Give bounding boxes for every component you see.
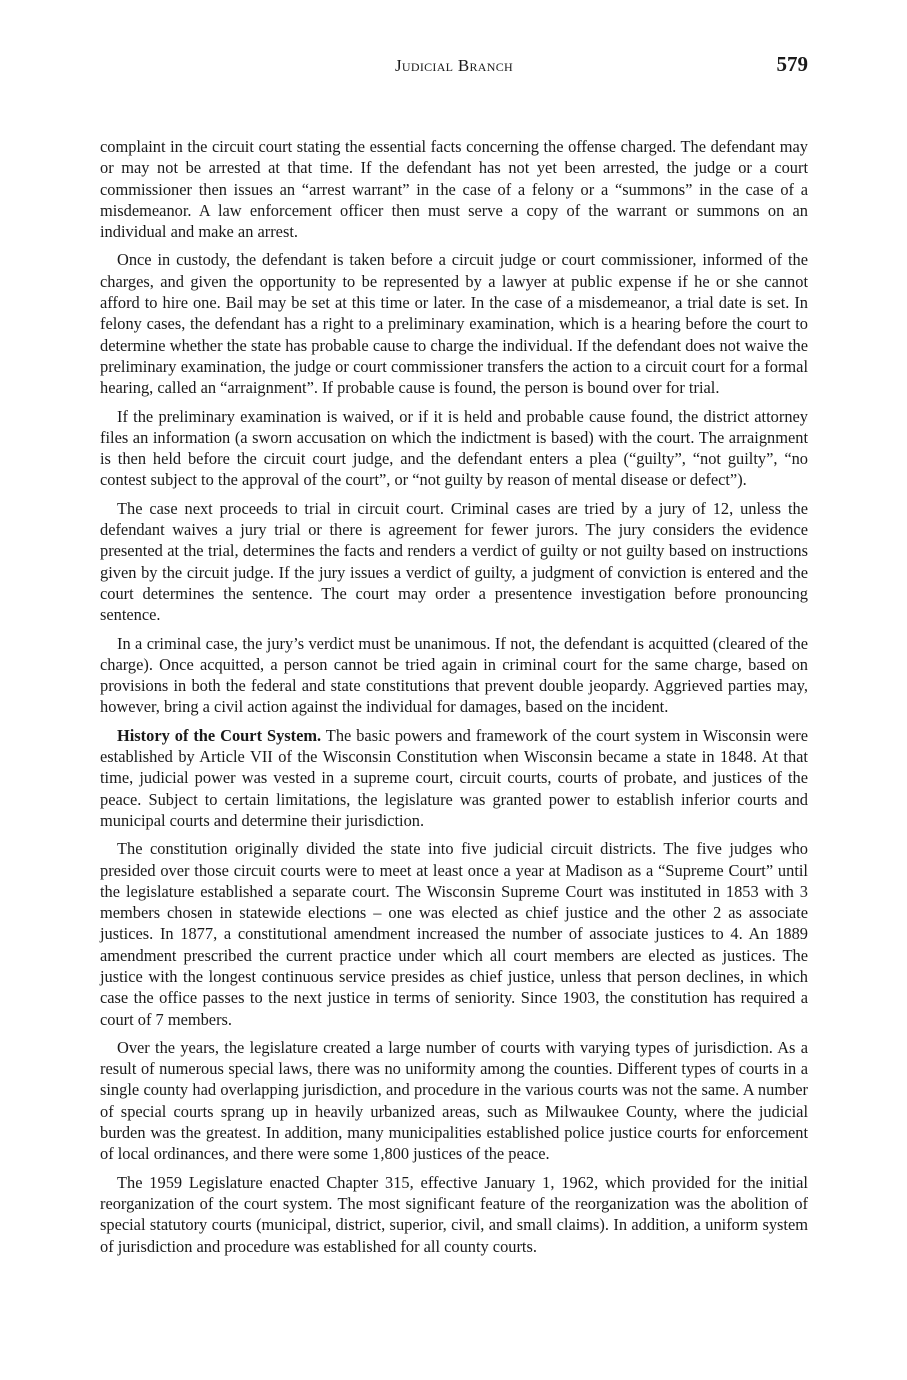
paragraph	[100, 249, 808, 398]
paragraph-text: The basic powers and framework of the court system in Wisconsin were established by Article VII of the Wisconsin Constitution when Wisconsin became a state in 1848. At that time, judicial power was vested in a supreme court, circuit courts, courts of probate, and justices of the peace. Subject to certain limitations, the legislature was granted power to establish inferior courts and municipal courts and determine their jurisdiction.	[100, 725, 808, 830]
running-header	[100, 52, 808, 82]
paragraph	[100, 838, 808, 1030]
paragraph-text: The 1959 Legislature enacted Chapter 315, effective January 1, 1962, which provided for the initial reorganization of the court system. The most significant feature of the reorganization was the abolition of special statutory courts (municipal, district, superior, civil, and small claims). In addition, a uniform system of jurisdiction and procedure was established for all county courts.	[100, 1172, 808, 1256]
section-title: Judicial Branch	[394, 56, 514, 75]
paragraph-text: Once in custody, the defendant is taken before a circuit judge or court commissioner, informed of the charges, and given the opportunity to be represented by a lawyer at public expense if he or she cannot afford to hire one. Bail may be set at this time or later. In the case of a misdemeanor, a trial date is set. In felony cases, the defendant has a right to a preliminary examination, which is a hearing before the court to determine whether the state has probable cause to charge the individual. If the defendant does not waive the preliminary examination, the judge or court commissioner transfers the action to a circuit court for a formal hearing, called an “arraignment”. If probable cause is found, the person is bound over for trial.	[100, 250, 808, 398]
paragraph	[100, 498, 808, 626]
paragraph	[100, 1037, 808, 1165]
body-text	[100, 136, 808, 1264]
paragraph	[100, 1172, 808, 1257]
paragraph-text: If the preliminary examination is waived, or if it is held and probable cause found, the district attorney files an information (a sworn accusation on which the indictment is based) with the court. The arraignment is then held before the circuit court judge, and the defendant enters a plea (“guilty”, “not guilty”, “no contest subject to the approval of the court”, or “not guilty by reason of mental disease or defect”).	[100, 406, 808, 490]
paragraph-text: Over the years, the legislature created a large number of courts with varying types of jurisdiction. As a result of numerous special laws, there was no uniformity among the counties. Different types of courts in a single county had overlapping jurisdiction, and procedure in the various courts was not the same. A number of special courts sprang up in heavily urbanized areas, such as Milwaukee County, where the judicial burden was the greatest. In addition, many municipalities established police justice courts for enforcement of local ordinances, and there were some 1,800 justices of the peace.	[100, 1037, 808, 1164]
paragraph-text: The constitution originally divided the state into five judicial circuit districts. The five judges who presided over those circuit courts were to meet at least once a year at Madison as a “Supreme Court” until the legislature established a separate court. The Wisconsin Supreme Court was instituted in 1853 with 3 members chosen in statewide elections – one was elected as chief justice and the other 2 as associate justices. In 1877, a constitutional amendment increased the number of associate justices to 4. An 1889 amendment prescribed the current practice under which all court members are elected as justices. The justice with the longest continuous service presides as chief justice, unless that person declines, in which case the office passes to the next justice in terms of seniority. Since 1903, the constitution has required a court of 7 members.	[100, 839, 808, 1029]
paragraph-text: complaint in the circuit court stating the essential facts concerning the offense charged. The defendant may or may not be arrested at that time. If the defendant has not yet been arrested, the judge or a court commissioner then issues an “arrest warrant” in the case of a felony or a “summons” in the case of a misdemeanor. A law enforcement officer then must serve a copy of the warrant or summons on an individual and make an arrest.	[100, 137, 808, 242]
paragraph-text: The case next proceeds to trial in circuit court. Criminal cases are tried by a jury of 12, unless the defendant waives a jury trial or there is agreement for fewer jurors. The jury considers the evidence presented at the trial, determines the facts and renders a verdict of guilty or not guilty based on instructions given by the circuit judge. If the jury issues a verdict of guilty, a judgment of conviction is entered and the court determines the sentence. The court may order a presentence investigation before pronouncing sentence.	[100, 498, 808, 625]
paragraph	[100, 406, 808, 491]
paragraph	[100, 633, 808, 718]
section-heading: History of the Court System.	[117, 725, 322, 745]
paragraph	[100, 136, 808, 242]
paragraph-text: In a criminal case, the jury’s verdict must be unanimous. If not, the defendant is acquitted (cleared of the charge). Once acquitted, a person cannot be tried again in criminal court for the same charge, based on provisions in both the federal and state constitutions that prevent double jeopardy. Aggrieved parties may, however, bring a civil action against the individual for damages, based on the incident.	[100, 633, 808, 717]
paragraph	[100, 725, 808, 831]
page-number: 579	[776, 52, 808, 76]
